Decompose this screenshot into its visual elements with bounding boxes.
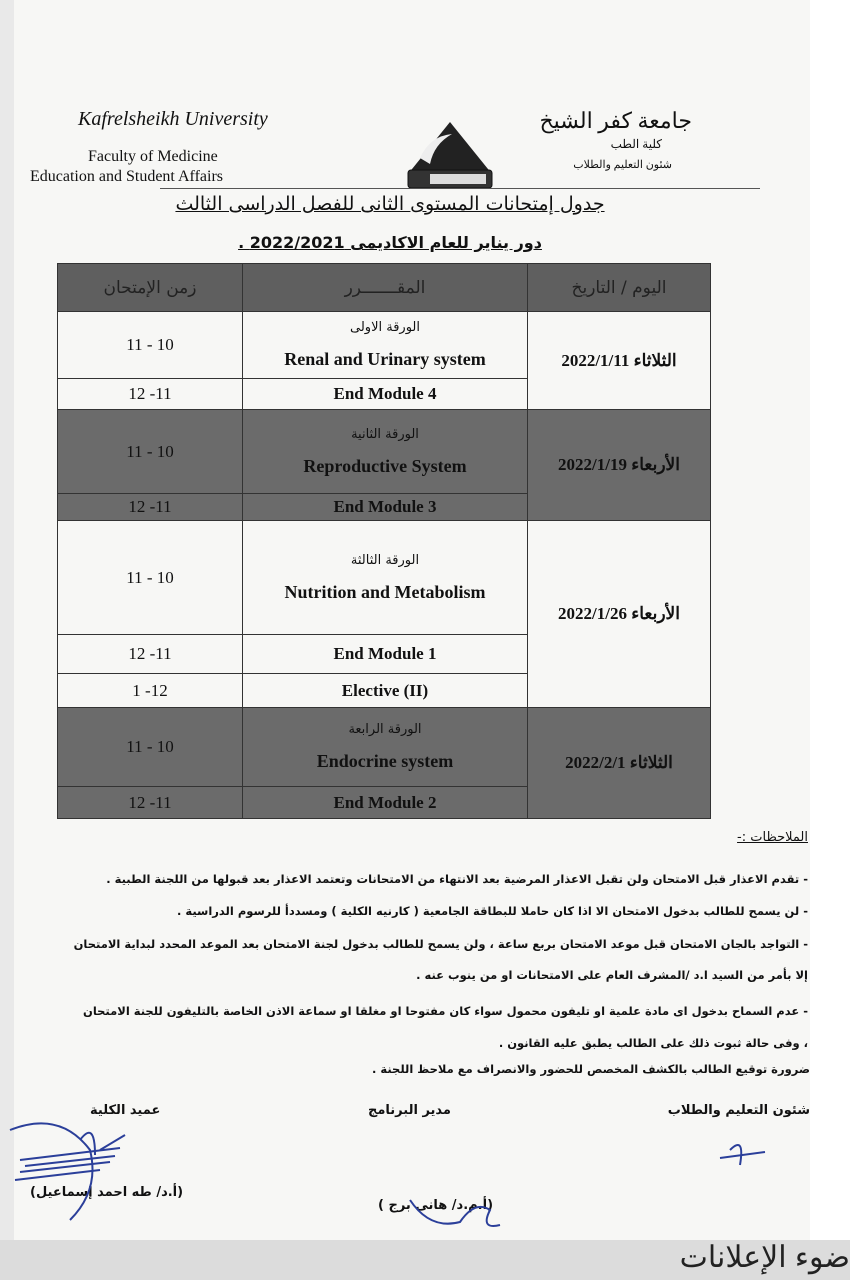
paper-label: الورقة الثانية — [351, 426, 419, 442]
affairs-name-ar: شئون التعليم والطلاب — [573, 159, 672, 171]
note-item: إلا بأمر من السيد ا.د /المشرف العام على الامتحانات او من ينوب عنه . — [416, 968, 808, 982]
signature-director-name: (أ.م.د/ هانى برج ) — [378, 1198, 494, 1213]
subject-cell: End Module 2 — [243, 787, 528, 819]
note-item: ضرورة توقيع الطالب بالكشف المخصص للحضور والانصراف مع ملاحظ اللجنة . — [372, 1062, 810, 1076]
subject-name: Nutrition and Metabolism — [284, 581, 486, 602]
note-item: ، وفى حالة ثبوت ذلك على الطالب يطبق عليه القانون . — [498, 1036, 808, 1050]
subject-cell — [243, 521, 528, 635]
date-cell — [528, 312, 711, 410]
paper-label: الورقة الرابعة — [348, 722, 422, 737]
header-rule — [160, 188, 760, 189]
university-name-en: Kafrelsheikh University — [78, 108, 268, 130]
date-cell — [528, 521, 711, 708]
paper-label: الورقة الاولى — [350, 320, 420, 335]
date-text: الأربعاء 2022/1/19 — [558, 455, 680, 474]
note-item: - التواجد بالجان الامتحان قبل موعد الامتحان بربع ساعة ، ولن يسمح للطالب بدخول لجنة الامتحان بعد الموعد المحدد لبداية الامتحان — [73, 937, 808, 951]
table-row — [58, 521, 711, 635]
subject-cell — [243, 410, 528, 494]
signature-dean-title: عميد الكلية — [90, 1103, 161, 1118]
footer-text: ضوء الإعلانات — [679, 1241, 850, 1274]
schedule-subtitle: دور يناير للعام الاكاديمى 2022/2021 . — [238, 233, 542, 252]
affairs-name-en: Education and Student Affairs — [30, 168, 223, 185]
bottom-overlay — [0, 1240, 850, 1280]
date-text: الأربعاء 2022/1/26 — [558, 604, 680, 623]
subject-cell — [243, 312, 528, 379]
date-text: الثلاثاء 2022/2/1 — [565, 753, 673, 772]
note-item: - لن يسمح للطالب بدخول الامتحان الا اذا كان حاملا للبطاقة الجامعية ( كارنيه الكلية ) ومسددأ للرسوم الدراسية . — [177, 904, 808, 918]
subject-name: Reproductive System — [303, 455, 467, 476]
time-cell: 12 -11 — [58, 635, 243, 674]
time-cell: 11 - 10 — [58, 708, 243, 787]
faculty-name-en: Faculty of Medicine — [88, 148, 218, 165]
university-logo — [400, 118, 500, 190]
table-header-row — [58, 264, 711, 312]
handwritten-signatures — [0, 1110, 850, 1240]
schedule-title: جدول إمتحانات المستوى الثانى للفصل الدراسى الثالث — [175, 193, 605, 215]
table-row — [58, 410, 711, 494]
exam-schedule-table — [57, 263, 711, 819]
time-cell: 12 -11 — [58, 787, 243, 819]
faculty-name-ar: كلية الطب — [610, 137, 662, 151]
subject-name: Renal and Urinary system — [284, 349, 486, 369]
signature-dean-name: (أ.د/ طه احمد إسماعيل) — [30, 1185, 184, 1200]
subject-cell: End Module 3 — [243, 494, 528, 521]
note-item: - عدم السماح بدخول اى مادة علمية او تليفون محمول سواء كان مفتوحا او مغلقا او سماعة الاذن الخاصة بالتليفون للجنة الامتحان — [83, 1004, 808, 1018]
note-item: - تقدم الاعذار قبل الامتحان ولن تقبل الاعذار المرضية بعد الانتهاء من الامتحانات وتعتمد الاعذار بعد قبولها من اللجنة الطبية . — [106, 872, 808, 886]
time-cell: 11 - 10 — [58, 410, 243, 494]
signature-affairs-title: شئون التعليم والطلاب — [667, 1103, 810, 1118]
date-cell — [528, 708, 711, 819]
date-cell — [528, 410, 711, 521]
subject-cell: End Module 1 — [243, 635, 528, 674]
university-name-ar: جامعة كفر الشيخ — [539, 108, 692, 133]
time-cell: 11 - 10 — [58, 521, 243, 635]
page-edge — [810, 0, 850, 1240]
header-date: اليوم / التاريخ — [528, 264, 711, 312]
paper-label: الورقة الثالثة — [350, 552, 420, 568]
time-cell: 1 -12 — [58, 674, 243, 708]
subject-cell: Elective (II) — [243, 674, 528, 708]
date-text: الثلاثاء 2022/1/11 — [561, 350, 677, 370]
header-subject: المقـــــــرر — [243, 264, 528, 312]
subject-cell — [243, 708, 528, 787]
header-time: زمن الإمتحان — [58, 264, 243, 312]
subject-cell: End Module 4 — [243, 379, 528, 410]
time-cell: 11 - 10 — [58, 312, 243, 379]
time-cell: 12 -11 — [58, 379, 243, 410]
subject-name: Endocrine system — [316, 751, 454, 771]
table-row — [58, 312, 711, 379]
notes-heading: الملاحظات :- — [737, 830, 808, 845]
signature-director-title: مدير البرنامج — [368, 1103, 451, 1118]
table-row — [58, 708, 711, 787]
time-cell: 12 -11 — [58, 494, 243, 521]
